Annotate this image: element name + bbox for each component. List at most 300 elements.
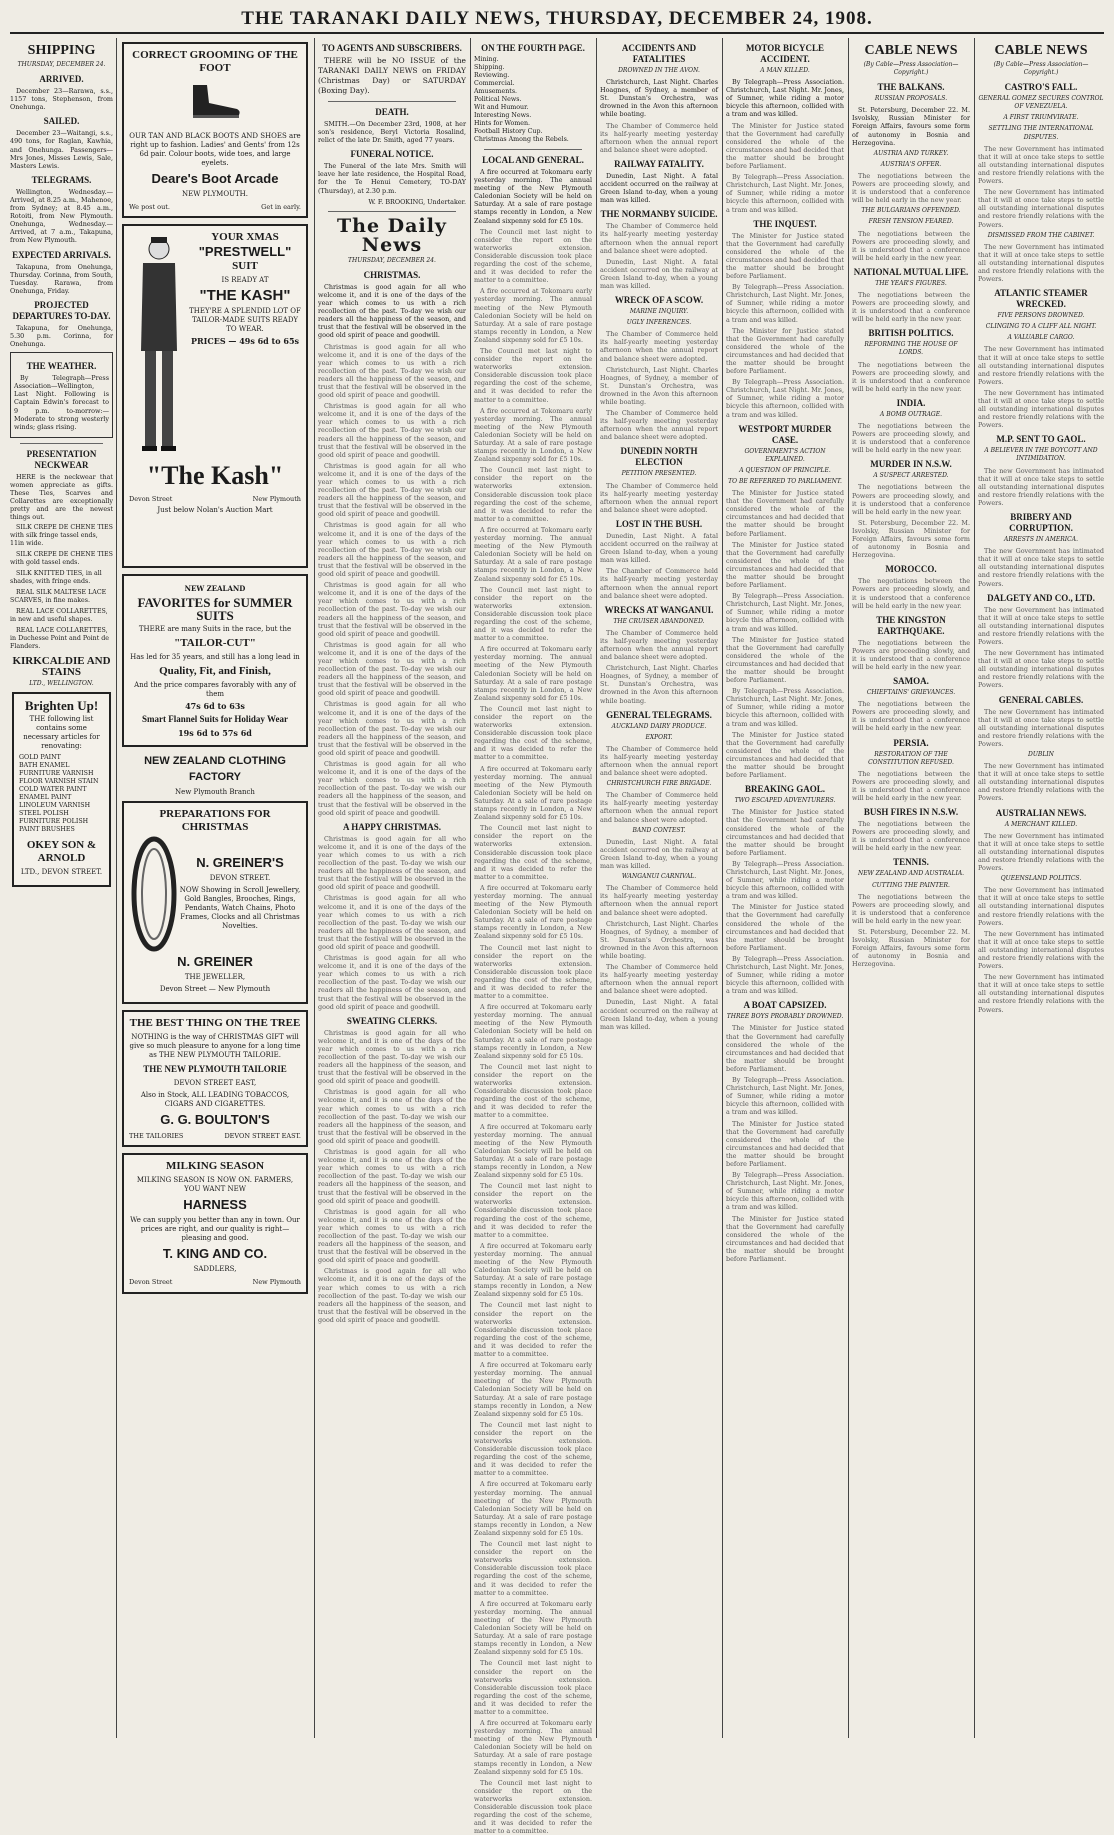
article-text: The Council met last night to consider the report on the waterworks extension. Considerable discussion took place regarding the cost of the scheme, and it was decided to refer the matter to a committee. bbox=[474, 585, 592, 643]
article-text: The negotiations between the Powers are proceeding slowly, and it is understood that a conference will be held early in the new year. bbox=[852, 769, 970, 802]
article-text: A fire occurred at Tokomaru early yesterday morning. The annual meeting of the New Plymouth Caledonian Society will be held on Saturday. At a sale of rare postage stamps recently in London, a New Zealand sixpenny sold for £5 10s. bbox=[474, 645, 592, 702]
list-item: Mining. bbox=[474, 56, 499, 63]
article-text: Christchurch, Last Night. Charles Hoagnes, of Sydney, a member of St. Dunstan's Orchestra, was drowned in the Avon this afternoon while boating. bbox=[600, 365, 718, 406]
breaking-heading: BREAKING GAOL. bbox=[744, 784, 825, 795]
cruiser-sub: THE CRUISER ABANDONED. bbox=[613, 617, 705, 625]
article-text: A fire occurred at Tokomaru early yesterday morning. The annual meeting of the New Plymouth Caledonian Society will be held on Saturday. At a sale of rare postage stamps recently in London, a New Zealand sixpenny sold for £5 10s. bbox=[474, 1003, 592, 1060]
article-text: The Council met last night to consider the report on the waterworks extension. Considerable discussion took place regarding the cost of the scheme, and it was decided to refer the matter to a committee. bbox=[474, 1659, 592, 1716]
dismissed-sub: DISMISSED FROM THE CABINET. bbox=[987, 231, 1095, 239]
morocco-heading: MOROCCO. bbox=[885, 564, 937, 575]
suspect-sub: A SUSPECT ARRESTED. bbox=[873, 472, 949, 480]
list-item: LINOLEUM VARNISH bbox=[19, 802, 91, 810]
nzcf-sub: New Plymouth Branch bbox=[175, 788, 255, 797]
column-shipping bbox=[10, 38, 113, 1738]
man-killed-sub: A MAN KILLED. bbox=[760, 67, 810, 74]
list-item: Commercial. bbox=[474, 80, 515, 87]
agents-heading: TO AGENTS AND SUBSCRIBERS. bbox=[322, 43, 462, 53]
article-text: Christmas is good again for all who welcome it, and it is one of the days of the year which comes to us with a rich recollection of the past. To-day we wish our readers all the happiness of the season, and trust that the festival will be observed in the good old spirit of peace and goodwill. bbox=[318, 894, 466, 951]
article-text: The Council met last night to consider the report on the waterworks extension. Considerable discussion took place regarding the cost of the scheme, and it was decided to refer the matter to a committee. bbox=[474, 824, 592, 881]
article-text: A fire occurred at Tokomaru early yesterday morning. The annual meeting of the New Plymouth Caledonian Society will be held on Saturday. At a sale of rare postage stamps recently in London, a New Zealand sixpenny sold for £5 10s. bbox=[474, 525, 592, 583]
local-heading: LOCAL AND GENERAL. bbox=[482, 155, 584, 165]
article-text: A fire occurred at Tokomaru early yesterday morning. The annual meeting of the New Plymouth Caledonian Society will be held on Saturday. At a sale of rare postage stamps recently in London, a New Zealand sixpenny sold for £5 10s. bbox=[474, 1599, 592, 1657]
neckwear-heading: PRESENTATION NECKWEAR bbox=[26, 448, 97, 470]
petition-sub: PETITION PRESENTED. bbox=[621, 470, 697, 478]
article-text: The Council met last night to consider the report on the waterworks extension. Considerable discussion took place regarding the cost of the scheme, and it was decided to refer the matter to a committee. bbox=[474, 1301, 592, 1359]
brighten-text: THE following list contains some necessary articles for renovating: bbox=[23, 715, 100, 751]
tree-company: THE NEW PLYMOUTH TAILORIE bbox=[143, 1064, 287, 1075]
article-text: The new Government has intimated that it will at once take steps to settle all outstanding international disputes and restore friendly relations with the Powers. bbox=[978, 831, 1104, 873]
article-text: The Minister for Justice stated that the Government had carefully considered the whole of the circumstances and had decided that the matter should be brought before Parliament. bbox=[726, 808, 844, 857]
column-local bbox=[474, 38, 592, 1835]
list-item: SILK KNITTED TIES, in all shades, with fringe ends. bbox=[10, 570, 102, 586]
article-text: Christmas is good again for all who welcome it, and it is one of the days of the year which comes to us with a rich recollection of the past. To-day we wish our readers all the happiness of the season, and trust that the festival will be observed in the good old spirit of peace and goodwill. bbox=[318, 342, 466, 400]
article-text: The Chamber of Commerce held its half-yearly meeting yesterday afternoon when the annual report and balance sheet were adopted. bbox=[600, 884, 718, 917]
general-cables-heading: GENERAL CABLES. bbox=[998, 694, 1084, 705]
milking-text2: We can supply you better than any in town. Our prices are right, and our quality is right—pleasing and good. bbox=[130, 1216, 300, 1243]
article-text: The new Government has intimated that it will at once take steps to settle all outstanding international disputes and restore friendly relations with the Powers. bbox=[978, 886, 1104, 927]
article-text: The Council met last night to consider the report on the waterworks extension. Considerable discussion took place regarding the cost of the scheme, and it was decided to refer the matter to a committee. bbox=[474, 1778, 592, 1835]
wrecks-wanganui-heading: WRECKS AT WANGANUI. bbox=[604, 604, 714, 615]
article-text: The Council met last night to consider the report on the waterworks extension. Considerable discussion took place regarding the cost of the scheme, and it was decided to refer the matter to a committee. bbox=[474, 943, 592, 1001]
drowned-sub: THREE BOYS PROBABLY DROWNED. bbox=[726, 1013, 844, 1021]
article-text: The negotiations between the Powers are proceeding slowly, and it is understood that a conference will be held early in the new year. bbox=[852, 700, 970, 733]
kirkcaldie-name: KIRKCALDIE AND STAINS bbox=[12, 655, 111, 679]
column-rule bbox=[116, 38, 117, 1738]
dunedin-heading: DUNEDIN NORTH ELECTION bbox=[620, 446, 698, 468]
fav-flannel: Smart Flannel Suits for Holiday Wear bbox=[142, 714, 288, 725]
bulgarians-sub: THE BULGARIANS OFFENDED. bbox=[861, 207, 961, 215]
list-item: REAL LACE COLLARETTES, in new and useful shapes. bbox=[10, 608, 108, 624]
kash-text: THEY'RE A SPLENDID LOT OF TAILOR-MADE SUITS READY TO WEAR. bbox=[189, 307, 301, 334]
list-item: Christmas Among the Rebels. bbox=[474, 136, 569, 143]
article-text: The Minister for Justice stated that the Government had carefully considered the whole of the circumstances and had decided that the matter should be brought before Parliament. bbox=[726, 540, 844, 590]
clinging-sub: CLINGING TO A CLIFF ALL NIGHT. bbox=[985, 323, 1097, 331]
article-text: The new Government has intimated that it will at once take steps to settle all outstanding international disputes and restore friendly relations with the Powers. bbox=[978, 242, 1104, 284]
westport-heading: WESTPORT MURDER CASE. bbox=[738, 423, 832, 445]
column-rule bbox=[596, 38, 597, 1738]
fourth-page-heading: ON THE FOURTH PAGE. bbox=[481, 43, 585, 53]
article-text: A fire occurred at Tokomaru early yesterday morning. The annual meeting of the New Plymouth Caledonian Society will be held on Saturday. At a sale of rare postage stamps recently in London, a New Zealand sixpenny sold for £5 10s. bbox=[474, 406, 592, 464]
editorial-date: THURSDAY, DECEMBER 24. bbox=[348, 256, 436, 264]
article-text: A fire occurred at Tokomaru early yesterday morning. The annual meeting of the New Plymouth Caledonian Society will be held on Saturday. At a sale of rare postage stamps recently in London, a New Zealand sixpenny sold for £5 10s. bbox=[474, 764, 592, 822]
dublin-sub: DUBLIN bbox=[1028, 751, 1054, 758]
column-rule bbox=[848, 38, 849, 1738]
triumvirate-sub: A FIRST TRIUMVIRATE. bbox=[1003, 114, 1079, 122]
funeral-sign: W. F. BROOKING, Undertaker. bbox=[368, 197, 466, 206]
article-text: The Minister for Justice stated that the Government had carefully considered the whole of the circumstances and had decided that the matter should be brought before Parliament. bbox=[726, 326, 844, 376]
harness-ad bbox=[122, 1153, 308, 1293]
kash-logo: "The Kash" bbox=[146, 461, 284, 491]
murder-heading: MURDER IN N.S.W. bbox=[870, 459, 952, 470]
article-text: The new Government has intimated that it will at once take steps to settle all outstanding international disputes and restore friendly relations with the Powers. bbox=[978, 605, 1104, 646]
article-text: The Chamber of Commerce held its half-yearly meeting yesterday afternoon when the annual report and balance sheet were adopted. bbox=[600, 222, 718, 255]
earthquake-heading: THE KINGSTON EARTHQUAKE. bbox=[876, 614, 946, 636]
greiner-ad bbox=[122, 801, 308, 1004]
weather-text: By Telegraph—Press Association—Wellington, Last Night. Following is Captain Edwin's forecast to 9 p.m. to-morrow:—Moderate to strong westerly winds; glass rising. bbox=[14, 374, 109, 431]
article-text: The new Government has intimated that it will at once take steps to settle all outstanding international disputes and restore friendly relations with the Powers. bbox=[978, 973, 1104, 1014]
tailorie-ad bbox=[122, 1010, 308, 1147]
deare-ad bbox=[122, 42, 308, 218]
greiner-sub: THE JEWELLER, bbox=[184, 973, 246, 982]
fav-cutter: "TAILOR-CUT" bbox=[174, 637, 256, 650]
article-text: A fire occurred at Tokomaru early yesterday morning. The annual meeting of the New Plymouth Caledonian Society will be held on Saturday. At a sale of rare postage stamps recently in London, a New Zealand sixpenny sold for £5 10s. bbox=[474, 1719, 592, 1776]
bribery-heading: BRIBERY AND CORRUPTION. bbox=[1009, 512, 1073, 534]
sailed-text: December 23—Waitangi, s.s., 490 tons, for Raglan, Kawhia, and Onehunga. Passengers—Mrs Jones, Misses Lewis, Sale, Masters Lewis. bbox=[10, 129, 113, 170]
list-item: SILK CREPE DE CHENE TIES with silk fringe tassel ends, 11in wide. bbox=[10, 524, 113, 548]
deare-text: OUR TAN AND BLACK BOOTS AND SHOES are right up to fashion. Ladies' and Gents' from 12s 6d pair. Colour boots, wide toes, and large eyelets. bbox=[129, 132, 301, 168]
article-text: The Council met last night to consider the report on the waterworks extension. Considerable discussion took place regarding the cost of the scheme, and it was decided to refer the matter to a committee. bbox=[474, 466, 592, 523]
weather-heading: THE WEATHER. bbox=[26, 361, 97, 372]
article-text: The Chamber of Commerce held its half-yearly meeting yesterday afternoon when the annual report and balance sheet were adopted. bbox=[600, 481, 718, 514]
article-text: Christmas is good again for all who welcome it, and it is one of the days of the year which comes to us with a rich recollection of the past. To-day we wish our readers all the happiness of the season, and trust that the festival will be observed in the good old spirit of peace and goodwill. bbox=[318, 954, 466, 1011]
telegrams-heading: TELEGRAMS. bbox=[31, 174, 92, 185]
article-text: Christmas is good again for all who welcome it, and it is one of the days of the year which comes to us with a rich recollection of the past. To-day we wish our readers all the happiness of the season, and trust that the festival will be observed in the good old spirit of peace and goodwill. bbox=[318, 1267, 466, 1324]
article-text: Christmas is good again for all who welcome it, and it is one of the days of the year which comes to us with a rich recollection of the past. To-day we wish our readers all the happiness of the season, and trust that the festival will be observed in the good old spirit of peace and goodwill. bbox=[318, 521, 466, 579]
kash-right: New Plymouth bbox=[252, 495, 301, 504]
list-item: Interesting News. bbox=[474, 112, 532, 119]
happy-heading: A HAPPY CHRISTMAS. bbox=[343, 821, 441, 832]
tree-also: Also in Stock, ALL LEADING TOBACCOS, CIGARS AND CIGARETTES. bbox=[140, 1091, 290, 1109]
escaped-sub: TWO ESCAPED ADVENTURERS. bbox=[734, 797, 836, 805]
cable-heading: CABLE NEWS bbox=[864, 43, 958, 58]
boulton-right: DEVON STREET EAST. bbox=[224, 1132, 301, 1141]
produce-sub: AUCKLAND DAIRY PRODUCE. bbox=[611, 722, 707, 730]
daily-news-logo: The Daily News bbox=[337, 214, 447, 256]
weather-box bbox=[10, 352, 113, 438]
railway-text: Dunedin, Last Night. A fatal accident occurred on the railway at Green Island to-day, when a young man was killed. bbox=[600, 171, 718, 205]
settling-sub: SETTLING THE INTERNATIONAL DISPUTES. bbox=[988, 125, 1094, 141]
king-sub: SADDLERS, bbox=[193, 1265, 237, 1274]
list-item: SILK CREPE DE CHENE TIES with gold tassel ends. bbox=[10, 551, 113, 567]
lost-heading: LOST IN THE BUSH. bbox=[615, 518, 703, 529]
article-text: The new Government has intimated that it will at once take steps to settle all outstanding international disputes and restore friendly relations with the Powers. bbox=[978, 707, 1104, 748]
article-text: The Chamber of Commerce held its half-yearly meeting yesterday afternoon when the annual report and balance sheet were adopted. bbox=[600, 330, 718, 363]
article-text: St. Petersburg, December 22. M. Isvolsky, Russian Minister for Foreign Affairs, favours some form of autonomy in Bosnia and Herzegovina. bbox=[852, 518, 970, 560]
politics-heading: BRITISH POLITICS. bbox=[868, 328, 954, 339]
shipping-heading: SHIPPING bbox=[27, 43, 96, 58]
lords-sub: REFORMING THE HOUSE OF LORDS. bbox=[864, 341, 958, 357]
article-text: The new Government has intimated that it will at once take steps to settle all outstanding international disputes and restore friendly relations with the Powers. bbox=[978, 388, 1104, 430]
column-accidents bbox=[600, 38, 718, 1738]
railway-heading: RAILWAY FATALITY. bbox=[614, 158, 704, 169]
motor-text: By Telegraph—Press Association. Christchurch, Last Night. Mr. Jones, of Sumner, while riding a motor bicycle this afternoon, collided with a tram and was killed. bbox=[726, 78, 844, 119]
boulton-name: G. G. BOULTON'S bbox=[160, 1112, 270, 1128]
article-text: The Minister for Justice stated that the Government had carefully considered the whole of the circumstances and had decided that the matter should be brought before Parliament. bbox=[726, 903, 844, 952]
article-text: The new Government has intimated that it will at once take steps to settle all outstanding international disputes and restore friendly relations with the Powers. bbox=[978, 144, 1104, 186]
chiefs-sub: CHIEFTAINS' GRIEVANCES. bbox=[866, 689, 956, 697]
cutting-sub: CUTTING THE PAINTER. bbox=[872, 881, 950, 889]
westport-sub: GOVERNMENT'S ACTION EXPLAINED. bbox=[744, 447, 826, 463]
fav-text2: Has led for 35 years, and still has a long lead in bbox=[130, 653, 300, 662]
article-text: By Telegraph—Press Association. Christchurch, Last Night. Mr. Jones, of Sumner, while riding a motor bicycle this afternoon, collided with a tram and was killed. bbox=[726, 378, 844, 419]
telegrams-text: Wellington, Wednesday.—Arrived, at 8.25 a.m., Mahenoe, from Sydney; at 8.45 a.m., Rotoiti, from New Plymouth. Onehunga, Wednesday.—Arrived, at 7 a.m., Takapuna, from New Plymouth. bbox=[10, 187, 114, 245]
okey-sub: LTD., DEVON STREET. bbox=[20, 868, 103, 877]
fav-quality: Quality, Fit, and Finish, bbox=[159, 665, 271, 678]
nzcf-name: NEW ZEALAND CLOTHING FACTORY bbox=[144, 755, 286, 784]
christmas-text: Christmas is good again for all who welcome it, and it is one of the days of the year which comes to us with a rich recollection of the past. To-day we wish our readers all the happiness of the season, and trust that the festival will be observed in the good old spirit of peace and goodwill. bbox=[318, 282, 466, 340]
article-text: The Minister for Justice stated that the Government had carefully considered the whole of the circumstances and had decided that the matter should be brought before Parliament. bbox=[726, 635, 844, 685]
tree-sub: DEVON STREET EAST, bbox=[173, 1079, 257, 1088]
cable-heading: CABLE NEWS bbox=[994, 43, 1088, 58]
article-text: The Minister for Justice stated that the Government had carefully considered the whole of the circumstances and had decided that the matter should be brought before Parliament. bbox=[726, 121, 844, 171]
milking-title: MILKING SEASON bbox=[165, 1160, 265, 1173]
milking-text: MILKING SEASON IS NOW ON. FARMERS, YOU WANT NEW bbox=[136, 1176, 294, 1194]
article-text: The Chamber of Commerce held its half-yearly meeting yesterday afternoon when the annual report and balance sheet were adopted. bbox=[600, 963, 718, 996]
article-text: By Telegraph—Press Association. Christchurch, Last Night. Mr. Jones, of Sumner, while riding a motor bicycle this afternoon, collided with a tram and was killed. bbox=[726, 1171, 844, 1212]
article-text: Dunedin, Last Night. A fatal accident occurred on the railway at Green Island to-day, when a young man was killed. bbox=[600, 531, 718, 565]
persia-heading: PERSIA. bbox=[893, 737, 929, 748]
column-rule bbox=[470, 38, 471, 1738]
normanby-heading: THE NORMANBY SUICIDE. bbox=[600, 209, 718, 220]
kash-foot: Just below Nolan's Auction Mart bbox=[157, 506, 273, 515]
kash-name: "THE KASH" bbox=[199, 287, 291, 305]
death-text: SMITH.—On December 23rd, 1908, at her son's residence, Beryl Victoria Rosalind, relict of the late Dr. Smith, aged 77 years. bbox=[318, 120, 466, 145]
column-rule bbox=[722, 38, 723, 1738]
inquest-heading: THE INQUEST. bbox=[753, 218, 817, 229]
motor-heading: MOTOR BICYCLE ACCIDENT. bbox=[745, 43, 825, 64]
sailed-heading: SAILED. bbox=[43, 116, 80, 127]
austria-offer-sub: AUSTRIA'S OFFER. bbox=[880, 160, 942, 168]
article-text: Christchurch, Last Night. Charles Hoagnes, of Sydney, a member of St. Dunstan's Orchestra, was drowned in the Avon this afternoon while boating. bbox=[600, 664, 718, 705]
dalgety-heading: DALGETY AND CO., LTD. bbox=[987, 592, 1095, 603]
divider bbox=[328, 211, 456, 212]
kash-left: Devon Street bbox=[129, 495, 173, 504]
article-text: The negotiations between the Powers are proceeding slowly, and it is understood that a conference will be held early in the new year. bbox=[852, 290, 970, 324]
kash-ready: IS READY AT bbox=[221, 276, 269, 285]
article-text: By Telegraph—Press Association. Christchurch, Last Night. Mr. Jones, of Sumner, while riding a motor bicycle this afternoon, collided with a tram and was killed. bbox=[726, 592, 844, 633]
favorites-ad bbox=[122, 574, 308, 747]
article-text: Christchurch, Last Night. Charles Hoagnes, of Sydney, a member of St. Dunstan's Orchestra, was drowned in the Avon this afternoon while boating. bbox=[600, 919, 718, 960]
article-text: The new Government has intimated that it will at once take steps to settle all outstanding international disputes and restore friendly relations with the Powers. bbox=[978, 649, 1104, 690]
article-text: The negotiations between the Powers are proceeding slowly, and it is understood that a conference will be held early in the new year. bbox=[852, 483, 970, 516]
divider bbox=[20, 443, 103, 444]
column-rule bbox=[314, 38, 315, 1738]
column-cable-news-2 bbox=[978, 38, 1104, 1738]
deare-title: CORRECT GROOMING OF THE FOOT bbox=[132, 49, 298, 74]
drowned-text: Christchurch, Last Night. Charles Hoagnes, of Sydney, a member of St. Dunstan's Orchestra, was drowned in the Avon this afternoon while boating. bbox=[600, 78, 718, 119]
article-text: The Minister for Justice stated that the Government had carefully considered the whole of the circumstances and had decided that the matter should be brought before Parliament. bbox=[726, 489, 844, 538]
greiner-text: NOW Showing in Scroll Jewellery, Gold Bangles, Brooches, Rings, Pendants, Watch Chains, Photo Frames, Clocks and all Christmas Novelties. bbox=[179, 885, 301, 930]
tension-sub: FRESH TENSION FEARED. bbox=[868, 218, 954, 226]
cable-sub: (By Cable—Press Association—Copyright.) bbox=[993, 61, 1089, 77]
list-item: Wit and Humour. bbox=[474, 104, 529, 111]
greiner-street: DEVON STREET. bbox=[209, 873, 271, 882]
chch-fire-sub: CHRISTCHURCH FIRE BRIGADE. bbox=[606, 780, 712, 788]
article-text: By Telegraph—Press Association. Christchurch, Last Night. Mr. Jones, of Sumner, while riding a motor bicycle this afternoon, collided with a tram and was killed. bbox=[726, 173, 844, 214]
castro-sub: GENERAL GOMEZ SECURES CONTROL OF VENEZUELA. bbox=[978, 95, 1104, 111]
article-text: Christmas is good again for all who welcome it, and it is one of the days of the year which comes to us with a rich recollection of the past. To-day we wish our readers all the happiness of the season, and trust that the festival will be observed in the good old spirit of peace and goodwill. bbox=[318, 461, 466, 519]
article-text: The new Government has intimated that it will at once take steps to settle all outstanding international disputes and restore friendly relations with the Powers. bbox=[978, 345, 1104, 386]
article-text: A fire occurred at Tokomaru early yesterday morning. The annual meeting of the New Plymouth Caledonian Society will be held on Saturday. At a sale of rare postage stamps recently in London, a New Zealand sixpenny sold for £5 10s. bbox=[474, 1361, 592, 1418]
outrage-sub: A BOMB OUTRAGE. bbox=[879, 410, 943, 418]
article-text: The Minister for Justice stated that the Government had carefully considered the whole of the circumstances and had decided that the matter should be brought before Parliament. bbox=[726, 231, 844, 281]
list-item: FURNITURE VARNISH bbox=[19, 770, 94, 778]
article-text: The Council met last night to consider the report on the waterworks extension. Considerable discussion took place regarding the cost of the scheme, and it was decided to refer the matter to a committee. bbox=[474, 1540, 592, 1597]
india-heading: INDIA. bbox=[896, 397, 926, 408]
fav-flannel-price: 19s 6d to 57s 6d bbox=[178, 728, 252, 739]
article-text: The Council met last night to consider the report on the waterworks extension. Considerable discussion took place regarding the cost of the scheme, and it was decided to refer the matter to a committee. bbox=[474, 1182, 592, 1239]
deare-town: NEW PLYMOUTH. bbox=[182, 190, 248, 199]
russian-sub: RUSSIAN PROPOSALS. bbox=[874, 95, 948, 103]
cargo-sub: A VALUABLE CARGO. bbox=[1007, 334, 1075, 342]
queensland-sub: QUEENSLAND POLITICS. bbox=[1000, 875, 1082, 883]
article-text: A fire occurred at Tokomaru early yesterday morning. The annual meeting of the New Plymouth Caledonian Society will be held on Saturday. At a sale of rare postage stamps recently in London, a New Zealand sixpenny sold for £5 10s. bbox=[474, 1241, 592, 1299]
projected-text: Takapuna, for Onehunga, 5.30 p.m. Corinna, for Onehunga. bbox=[10, 323, 113, 349]
article-text: By Telegraph—Press Association. Christchurch, Last Night. Mr. Jones, of Sumner, while riding a motor bicycle this afternoon, collided with a tram and was killed. bbox=[726, 954, 844, 996]
article-text: The Council met last night to consider the report on the waterworks extension. Considerable discussion took place regarding the cost of the scheme, and it was decided to refer the matter to a committee. bbox=[474, 227, 592, 285]
list-item: STEEL POLISH bbox=[19, 810, 69, 818]
sweating-heading: SWEATING CLERKS. bbox=[346, 1015, 438, 1026]
divider bbox=[328, 101, 456, 102]
article-text: A fire occurred at Tokomaru early yesterday morning. The annual meeting of the New Plymouth Caledonian Society will be held on Saturday. At a sale of rare postage stamps recently in London, a New Zealand sixpenny sold for £5 10s. bbox=[474, 883, 592, 941]
shipping-date: THURSDAY, DECEMBER 24. bbox=[17, 61, 106, 68]
mp-heading: M.P. SENT TO GAOL. bbox=[996, 434, 1086, 445]
list-item: Football History Cup. bbox=[474, 128, 543, 135]
band-sub: BAND CONTEST. bbox=[632, 826, 686, 834]
boycott-sub: A BELIEVER IN THE BOYCOTT AND INTIMIDATION. bbox=[984, 447, 1098, 463]
masthead bbox=[10, 6, 1104, 34]
boat-heading: A BOAT CAPSIZED. bbox=[743, 1000, 827, 1011]
article-text: Christmas is good again for all who welcome it, and it is one of the days of the year which comes to us with a rich recollection of the past. To-day we wish our readers all the happiness of the season, and trust that the festival will be observed in the good old spirit of peace and goodwill. bbox=[318, 1148, 466, 1205]
column-rule bbox=[974, 38, 975, 1738]
greiner-head: PREPARATIONS FOR CHRISTMAS bbox=[159, 808, 271, 834]
article-text: The new Government has intimated that it will at once take steps to settle all outstanding international disputes and restore friendly relations with the Powers. bbox=[978, 547, 1104, 588]
article-text: The negotiations between the Powers are proceeding slowly, and it is understood that a conference will be held early in the new year. bbox=[852, 171, 970, 205]
balkans-heading: THE BALKANS. bbox=[877, 82, 945, 93]
article-text: The Chamber of Commerce held its half-yearly meeting yesterday afternoon when the annual report and balance sheet were adopted. bbox=[600, 791, 718, 824]
list-item: ENAMEL PAINT bbox=[19, 794, 72, 802]
deare-left: We post out. bbox=[129, 203, 170, 212]
tennis-sub: NEW ZEALAND AND AUSTRALIA. bbox=[857, 870, 965, 878]
man-in-suit-icon bbox=[129, 231, 189, 461]
drowned-avon-heading: DROWNED IN THE AVON. bbox=[618, 67, 700, 74]
arrived-text: December 23—Rarawa, s.s., 1157 tons, Stephenson, from Onehunga. bbox=[10, 87, 113, 112]
mutual-heading: NATIONAL MUTUAL LIFE. bbox=[853, 266, 969, 277]
article-text: The negotiations between the Powers are proceeding slowly, and it is understood that a conference will be held early in the new year. bbox=[852, 892, 970, 925]
fav-title: FAVORITES for SUMMER SUITS bbox=[137, 595, 293, 624]
article-text: The Chamber of Commerce held its half-yearly meeting yesterday afternoon when the annual report and balance sheet were adopted. bbox=[600, 628, 718, 662]
article-text: The new Government has intimated that it will at once take steps to settle all outstanding international disputes and restore friendly relations with the Powers. bbox=[978, 466, 1104, 507]
deare-name: Deare's Boot Arcade bbox=[151, 171, 279, 187]
harness-word: HARNESS bbox=[183, 1197, 247, 1213]
king-left: Devon Street bbox=[129, 1278, 173, 1287]
article-text: The Minister for Justice stated that the Government had carefully considered the whole of the circumstances and had decided that the matter should be brought before Parliament. bbox=[726, 730, 844, 780]
article-text: The Council met last night to consider the report on the waterworks extension. Considerable discussion took place regarding the cost of the scheme, and it was decided to refer the matter to a committee. bbox=[474, 346, 592, 404]
article-text: The Chamber of Commerce held its half-yearly meeting yesterday afternoon when the annual report and balance sheet were adopted. bbox=[600, 409, 718, 442]
article-text: The Minister for Justice stated that the Government had carefully considered the whole of the circumstances and had decided that the matter should be brought before Parliament. bbox=[726, 1119, 844, 1168]
wreck-scow-heading: WRECK OF A SCOW. bbox=[614, 295, 704, 306]
funeral-heading: FUNERAL NOTICE. bbox=[350, 149, 434, 160]
article-text: Christmas is good again for all who welcome it, and it is one of the days of the year which comes to us with a rich recollection of the past. To-day we wish our readers all the happiness of the season, and trust that the festival will be observed in the good old spirit of peace and goodwill. bbox=[318, 700, 466, 757]
king-right: New Plymouth bbox=[252, 1278, 301, 1287]
kash-top: YOUR XMAS bbox=[211, 231, 279, 244]
fav-text: THERE are many Suits in the race, but the bbox=[138, 625, 292, 634]
article-text: The negotiations between the Powers are proceeding slowly, and it is understood that a conference will be held early in the new year. bbox=[852, 360, 970, 393]
list-item: PAINT BRUSHES bbox=[19, 826, 75, 834]
kirkcaldie-sub: LTD., WELLINGTON. bbox=[29, 680, 94, 688]
article-text: A fire occurred at Tokomaru early yesterday morning. The annual meeting of the New Plymouth Caledonian Society will be held on Saturday. At a sale of rare postage stamps recently in London, a New Zealand sixpenny sold for £5 10s. bbox=[474, 1122, 592, 1180]
local-text: A fire occurred at Tokomaru early yesterday morning. The annual meeting of the New Plymouth Caledonian Society will be held on Saturday. At a sale of rare postage stamps recently in London, a New Zealand sixpenny sold for £5 10s. bbox=[474, 168, 592, 225]
general-telegrams-heading: GENERAL TELEGRAMS. bbox=[606, 709, 712, 720]
merchant-sub: A MERCHANT KILLED. bbox=[1004, 820, 1078, 828]
article-text: The negotiations between the Powers are proceeding slowly, and it is understood that a conference will be held early in the new year. bbox=[852, 820, 970, 853]
list-item: Shipping. bbox=[474, 64, 505, 71]
column-motor bbox=[726, 38, 844, 1738]
column-cable-news-1 bbox=[852, 38, 970, 1738]
tree-text: NOTHING is the way of CHRISTMAS GIFT will give so much pleasure to anyone for a long time as THE NEW PLYMOUTH TAILORIE. bbox=[129, 1033, 301, 1060]
funeral-text: The Funeral of the late Mrs. Smith will leave her late residence, the Hospital Road, for the Te Henui Cemetery, TO-DAY (Thursday), at 2.30 p.m. bbox=[318, 162, 466, 195]
kash-price: PRICES — 49s 6d to 65s bbox=[190, 336, 300, 347]
article-text: Dunedin, Last Night. A fatal accident occurred on the railway at Green Island to-day, when a young man was killed. bbox=[600, 998, 718, 1031]
tennis-heading: TENNIS. bbox=[893, 857, 929, 868]
article-text: The Chamber of Commerce held its half-yearly meeting yesterday afternoon when the annual report and balance sheet were adopted. bbox=[600, 744, 718, 778]
article-text: The new Government has intimated that it will at once take steps to settle all outstanding international disputes and restore friendly relations with the Powers. bbox=[978, 188, 1104, 229]
article-text: Dunedin, Last Night. A fatal accident occurred on the railway at Green Island to-day, when a young man was killed. bbox=[600, 257, 718, 290]
samoa-heading: SAMOA. bbox=[893, 676, 929, 687]
list-item: REAL SILK MALTESE LACE SCARVES, in fine makes. bbox=[10, 589, 107, 605]
five-sub: FIVE PERSONS DROWNED. bbox=[997, 312, 1085, 320]
fav-text3: And the price compares favorably with any of them bbox=[134, 681, 296, 699]
article-text: A fire occurred at Tokomaru early yesterday morning. The annual meeting of the New Plymouth Caledonian Society will be held on Saturday. At a sale of rare postage stamps recently in London, a New Zealand sixpenny sold for £5 10s. bbox=[474, 1480, 592, 1537]
bushfires-heading: BUSH FIRES IN N.S.W. bbox=[863, 807, 959, 818]
article-text: The Chamber of Commerce held its half-yearly meeting yesterday afternoon when the annual report and balance sheet were adopted. bbox=[600, 567, 718, 600]
bracelet-icon bbox=[129, 834, 179, 954]
projected-heading: PROJECTED DEPARTURES TO-DAY. bbox=[12, 299, 111, 321]
article-text: The negotiations between the Powers are proceeding slowly, and it is understood that a conference will be held early in the new year. bbox=[852, 229, 970, 262]
article-text: The new Government has intimated that it will at once take steps to settle all outstanding international disputes and restore friendly relations with the Powers. bbox=[978, 762, 1104, 803]
article-text: The Council met last night to consider the report on the waterworks extension. Considerable discussion took place regarding the cost of the scheme, and it was decided to refer the matter to a committee. bbox=[474, 1062, 592, 1120]
article-text: The negotiations between the Powers are proceeding slowly, and it is understood that a conference will be held early in the new year. bbox=[852, 638, 970, 671]
article-text: The Council met last night to consider the report on the waterworks extension. Considerable discussion took place regarding the cost of the scheme, and it was decided to refer the matter to a committee. bbox=[474, 704, 592, 762]
fourth-page-list bbox=[474, 56, 592, 144]
list-item: Political News. bbox=[474, 96, 522, 103]
list-item: REAL LACE COLLARETTES, in Duchesse Point and Point de Flanders. bbox=[10, 627, 110, 651]
castro-heading: CASTRO'S FALL. bbox=[1004, 82, 1078, 93]
divider bbox=[484, 149, 582, 150]
article-text: By Telegraph—Press Association. Christchurch, Last Night. Mr. Jones, of Sumner, while riding a motor bicycle this afternoon, collided with a tram and was killed. bbox=[726, 859, 844, 901]
brighten-ad bbox=[12, 692, 111, 887]
expected-heading: EXPECTED ARRIVALS. bbox=[12, 249, 111, 260]
list-item: Reviewing. bbox=[474, 72, 510, 79]
neckwear-list bbox=[10, 524, 113, 651]
kash-ad bbox=[122, 224, 308, 568]
list-item: COLD WATER PAINT bbox=[19, 786, 87, 794]
okey-name: OKEY SON & ARNOLD bbox=[26, 839, 97, 865]
brighten-title: Brighten Up! bbox=[24, 698, 99, 714]
article-text: Christmas is good again for all who welcome it, and it is one of the days of the year which comes to us with a rich recollection of the past. To-day we wish our readers all the happiness of the season, and trust that the festival will be observed in the good old spirit of peace and goodwill. bbox=[318, 834, 466, 892]
greiner-name: N. GREINER'S bbox=[196, 854, 284, 870]
deare-right: Get in early. bbox=[261, 203, 301, 212]
article-text: The negotiations between the Powers are proceeding slowly, and it is understood that a conference will be held early in the new year. bbox=[852, 422, 970, 455]
boot-icon bbox=[185, 81, 245, 121]
no-issue-notice: THERE will be NO ISSUE of the TARANAKI DAILY NEWS on FRIDAY (Christmas Day) or SATURDAY (Boxing Day). bbox=[318, 56, 466, 95]
boulton-left: THE TAILORIES bbox=[129, 1132, 184, 1141]
arrived-heading: ARRIVED. bbox=[39, 74, 84, 85]
greiner-sign: N. GREINER bbox=[177, 954, 253, 970]
article-text: Christmas is good again for all who welcome it, and it is one of the days of the year which comes to us with a rich recollection of the past. To-day we wish our readers all the happiness of the season, and trust that the festival will be observed in the good old spirit of peace and goodwill. bbox=[318, 1088, 466, 1145]
article-text: The new Government has intimated that it will at once take steps to settle all outstanding international disputes and restore friendly relations with the Powers. bbox=[978, 929, 1104, 971]
export-sub: EXPORT. bbox=[645, 733, 673, 741]
neckwear-intro: HERE is the neckwear that women appreciate as gifts. These Ties, Scarves and Collarettes are exceptionally pretty and are the newest things out. bbox=[10, 472, 113, 522]
restoration-sub: RESTORATION OF THE CONSTITUTION REFUSED. bbox=[868, 750, 954, 766]
question-sub: A QUESTION OF PRINCIPLE. bbox=[739, 466, 831, 474]
death-heading: DEATH. bbox=[375, 107, 409, 117]
article-text: By Telegraph—Press Association. Christchurch, Last Night. Mr. Jones, of Sumner, while riding a motor bicycle this afternoon, collided with a tram and was killed. bbox=[726, 687, 844, 728]
article-text: Christmas is good again for all who welcome it, and it is one of the days of the year which comes to us with a rich recollection of the past. To-day we wish our readers all the happiness of the season, and trust that the festival will be observed in the good old spirit of peace and goodwill. bbox=[318, 1207, 466, 1265]
list-item: Amusements. bbox=[474, 88, 518, 95]
list-item: FURNITURE POLISH bbox=[19, 818, 89, 826]
list-item: FLOOR VARNISH STAIN bbox=[19, 778, 99, 786]
